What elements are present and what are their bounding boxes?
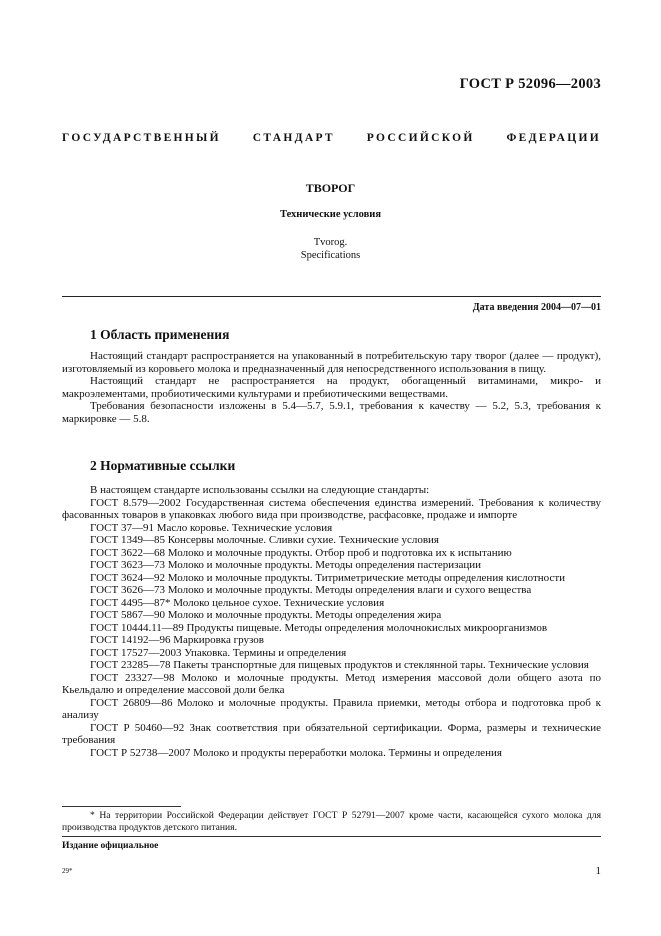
reference-item: ГОСТ 3624—92 Молоко и молочные продукты. Титриметрические методы определения кислотности: [90, 571, 566, 584]
reference-item: ГОСТ 4495—87* Молоко цельное сухое. Технические условия: [90, 596, 385, 609]
reference-item: ГОСТ Р 50460—92 Знак соответствия при обязательной сертификации. Форма, размеры и технические требования: [62, 721, 601, 746]
printer-signature: 29*: [62, 867, 73, 875]
footer-divider: [62, 836, 601, 837]
reference-item: ГОСТ 10444.11—89 Продукты пищевые. Методы определения молочнокислых микроорганизмов: [90, 621, 548, 634]
introduction-date: Дата введения 2004—07—01: [472, 302, 601, 313]
section-2-heading: 2 Нормативные ссылки: [90, 458, 236, 473]
reference-item: ГОСТ 23327—98 Молоко и молочные продукты. Метод измерения массовой доли общего азота по Кьельдалю и определение массовой доли белка: [62, 671, 601, 696]
reference-item: ГОСТ 26809—86 Молоко и молочные продукты. Правила приемки, методы отбора и подготовка проб к анализу: [62, 696, 601, 721]
english-title-line2: Specifications: [300, 250, 361, 261]
reference-item: ГОСТ 3626—73 Молоко и молочные продукты. Методы определения влаги и сухого вещества: [90, 584, 532, 596]
official-edition-label: Издание официальное: [62, 840, 159, 851]
title-divider: [62, 296, 601, 297]
normative-references-list: [62, 484, 601, 759]
english-title: [0, 236, 661, 262]
document-code: ГОСТ Р 52096—2003: [459, 76, 601, 92]
section-1-body: [62, 350, 601, 425]
state-standard-title: ГОСУДАРСТВЕННЫЙ СТАНДАРТ РОССИЙСКОЙ ФЕДЕРАЦИИ: [62, 132, 601, 144]
document-title: ТВОРОГ: [305, 181, 356, 195]
reference-item: ГОСТ 3622—68 Молоко и молочные продукты. Отбор проб и подготовка их к испытанию: [90, 546, 512, 559]
reference-item: ГОСТ 23285—78 Пакеты транспортные для пищевых продуктов и стеклянной тары. Технические условия: [90, 659, 589, 671]
reference-item: ГОСТ 8.579—2002 Государственная система обеспечения единства измерений. Требования к количеству фасованных товаров в упаковках любого вида при производстве, расфасовке, продаже и импорте: [62, 496, 601, 521]
footnote-separator: [62, 806, 181, 807]
footnote-text: * На территории Российской Федерации действует ГОСТ Р 52791—2007 кроме части, касающейся сухого молока для производства продуктов детского питания.: [62, 810, 601, 833]
reference-item: ГОСТ 3623—73 Молоко и молочные продукты. Методы определения пастеризации: [90, 559, 482, 571]
references-intro: В настоящем стандарте использованы ссылки на следующие стандарты:: [90, 484, 430, 496]
reference-item: ГОСТ Р 52738—2007 Молоко и продукты переработки молока. Термины и определения: [90, 746, 502, 759]
reference-item: ГОСТ 37—91 Масло коровье. Технические условия: [90, 521, 333, 534]
reference-item: ГОСТ 17527—2003 Упаковка. Термины и определения: [90, 646, 347, 659]
section-1-paragraph: Требования безопасности изложены в 5.4—5.7, 5.9.1, требования к качеству — 5.2, 5.3, требования к маркировке — 5.8.: [62, 400, 601, 425]
section-1-paragraph: Настоящий стандарт не распространяется на продукт, обогащенный витаминами, микро- и макроэлементами, пробиотическими культурами и пребиотическими веществами.: [62, 375, 601, 400]
english-title-line1: Tvorog.: [313, 237, 348, 248]
document-subtitle: Технические условия: [279, 209, 382, 220]
page-number: 1: [595, 865, 601, 877]
reference-item: ГОСТ 14192—96 Маркировка грузов: [90, 634, 264, 646]
footnote: [62, 810, 601, 833]
reference-item: ГОСТ 5867—90 Молоко и молочные продукты. Методы определения жира: [90, 609, 442, 621]
reference-item: ГОСТ 1349—85 Консервы молочные. Сливки сухие. Технические условия: [90, 534, 439, 546]
section-1-paragraph: Настоящий стандарт распространяется на упакованный в потребительскую тару творог (далее — продукт), изготовляемый из коровьего молока и предназначенный для непосредственного использования в пищу.: [62, 350, 601, 375]
section-1-heading: 1 Область применения: [90, 327, 230, 342]
